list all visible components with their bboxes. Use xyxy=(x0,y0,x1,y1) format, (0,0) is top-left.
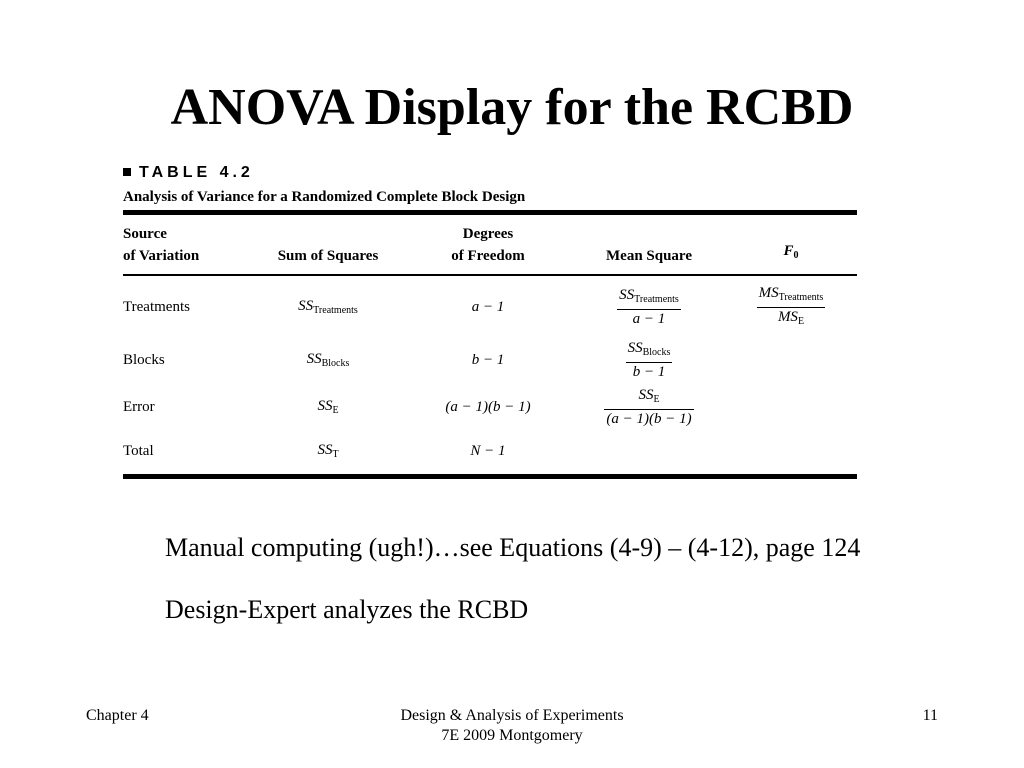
row-sum-of-squares: $SS_E$ xyxy=(317,398,339,416)
header-degrees-of-freedom: Degrees of Freedom xyxy=(451,226,525,264)
header-mean-square: Mean Square xyxy=(606,248,692,264)
table-row-error xyxy=(123,382,857,432)
row-f0-empty xyxy=(725,338,857,382)
table-label-text: TABLE 4.2 xyxy=(139,164,254,181)
row-sum-of-squares: $SS_{Blocks}$ xyxy=(306,351,350,369)
row-degrees-of-freedom: (a − 1)(b − 1) xyxy=(445,398,531,415)
header-f0: $F_0$ xyxy=(783,243,799,261)
table-bottom-rule xyxy=(123,474,857,479)
row-source: Blocks xyxy=(123,351,165,368)
header-sum-of-squares: Sum of Squares xyxy=(277,248,379,264)
square-bullet-icon xyxy=(123,168,131,176)
row-f0-empty xyxy=(725,432,857,470)
table-header-row xyxy=(123,215,857,274)
slide-body xyxy=(165,528,865,630)
anova-table-figure xyxy=(123,163,857,479)
table-caption: Analysis of Variance for a Randomized Complete Block Design xyxy=(123,189,526,205)
slide-title: ANOVA Display for the RCBD xyxy=(170,79,854,136)
anova-table xyxy=(123,215,857,470)
row-mean-square: $\frac{SS_{Treatments}}{a - 1}$ xyxy=(619,286,679,327)
row-sum-of-squares: $SS_T$ xyxy=(317,442,339,460)
row-source: Total xyxy=(123,442,154,459)
table-label xyxy=(123,163,857,183)
body-paragraph-manual-computing: Manual computing (ugh!)…see Equations (4-9) – (4-12), page 124 xyxy=(165,533,861,562)
footer-book-title: Design & Analysis of Experiments 7E 2009 Montgomery xyxy=(400,707,624,744)
table-row-total xyxy=(123,432,857,470)
row-source: Error xyxy=(123,398,155,415)
body-paragraph-design-expert: Design-Expert analyzes the RCBD xyxy=(165,595,529,624)
row-degrees-of-freedom: b − 1 xyxy=(471,351,505,368)
footer-page-number: 11 xyxy=(922,707,938,724)
row-degrees-of-freedom: N − 1 xyxy=(470,442,506,459)
header-source: Source of Variation xyxy=(123,226,200,264)
row-mean-square-empty xyxy=(573,432,725,470)
row-mean-square: $\frac{SS_{Blocks}}{b - 1}$ xyxy=(627,339,671,380)
footer-chapter: Chapter 4 xyxy=(86,707,149,724)
row-degrees-of-freedom: a − 1 xyxy=(471,298,505,315)
row-f0: $\frac{MS_{Treatments}}{MS_E}$ xyxy=(758,284,824,327)
row-mean-square: $\frac{SS_E}{(a - 1)(b - 1)}$ xyxy=(606,386,692,427)
table-row-treatments xyxy=(123,276,857,338)
row-source: Treatments xyxy=(123,298,190,315)
row-f0-empty xyxy=(725,382,857,432)
row-sum-of-squares: $SS_{Treatments}$ xyxy=(298,298,358,316)
table-row-blocks xyxy=(123,338,857,382)
